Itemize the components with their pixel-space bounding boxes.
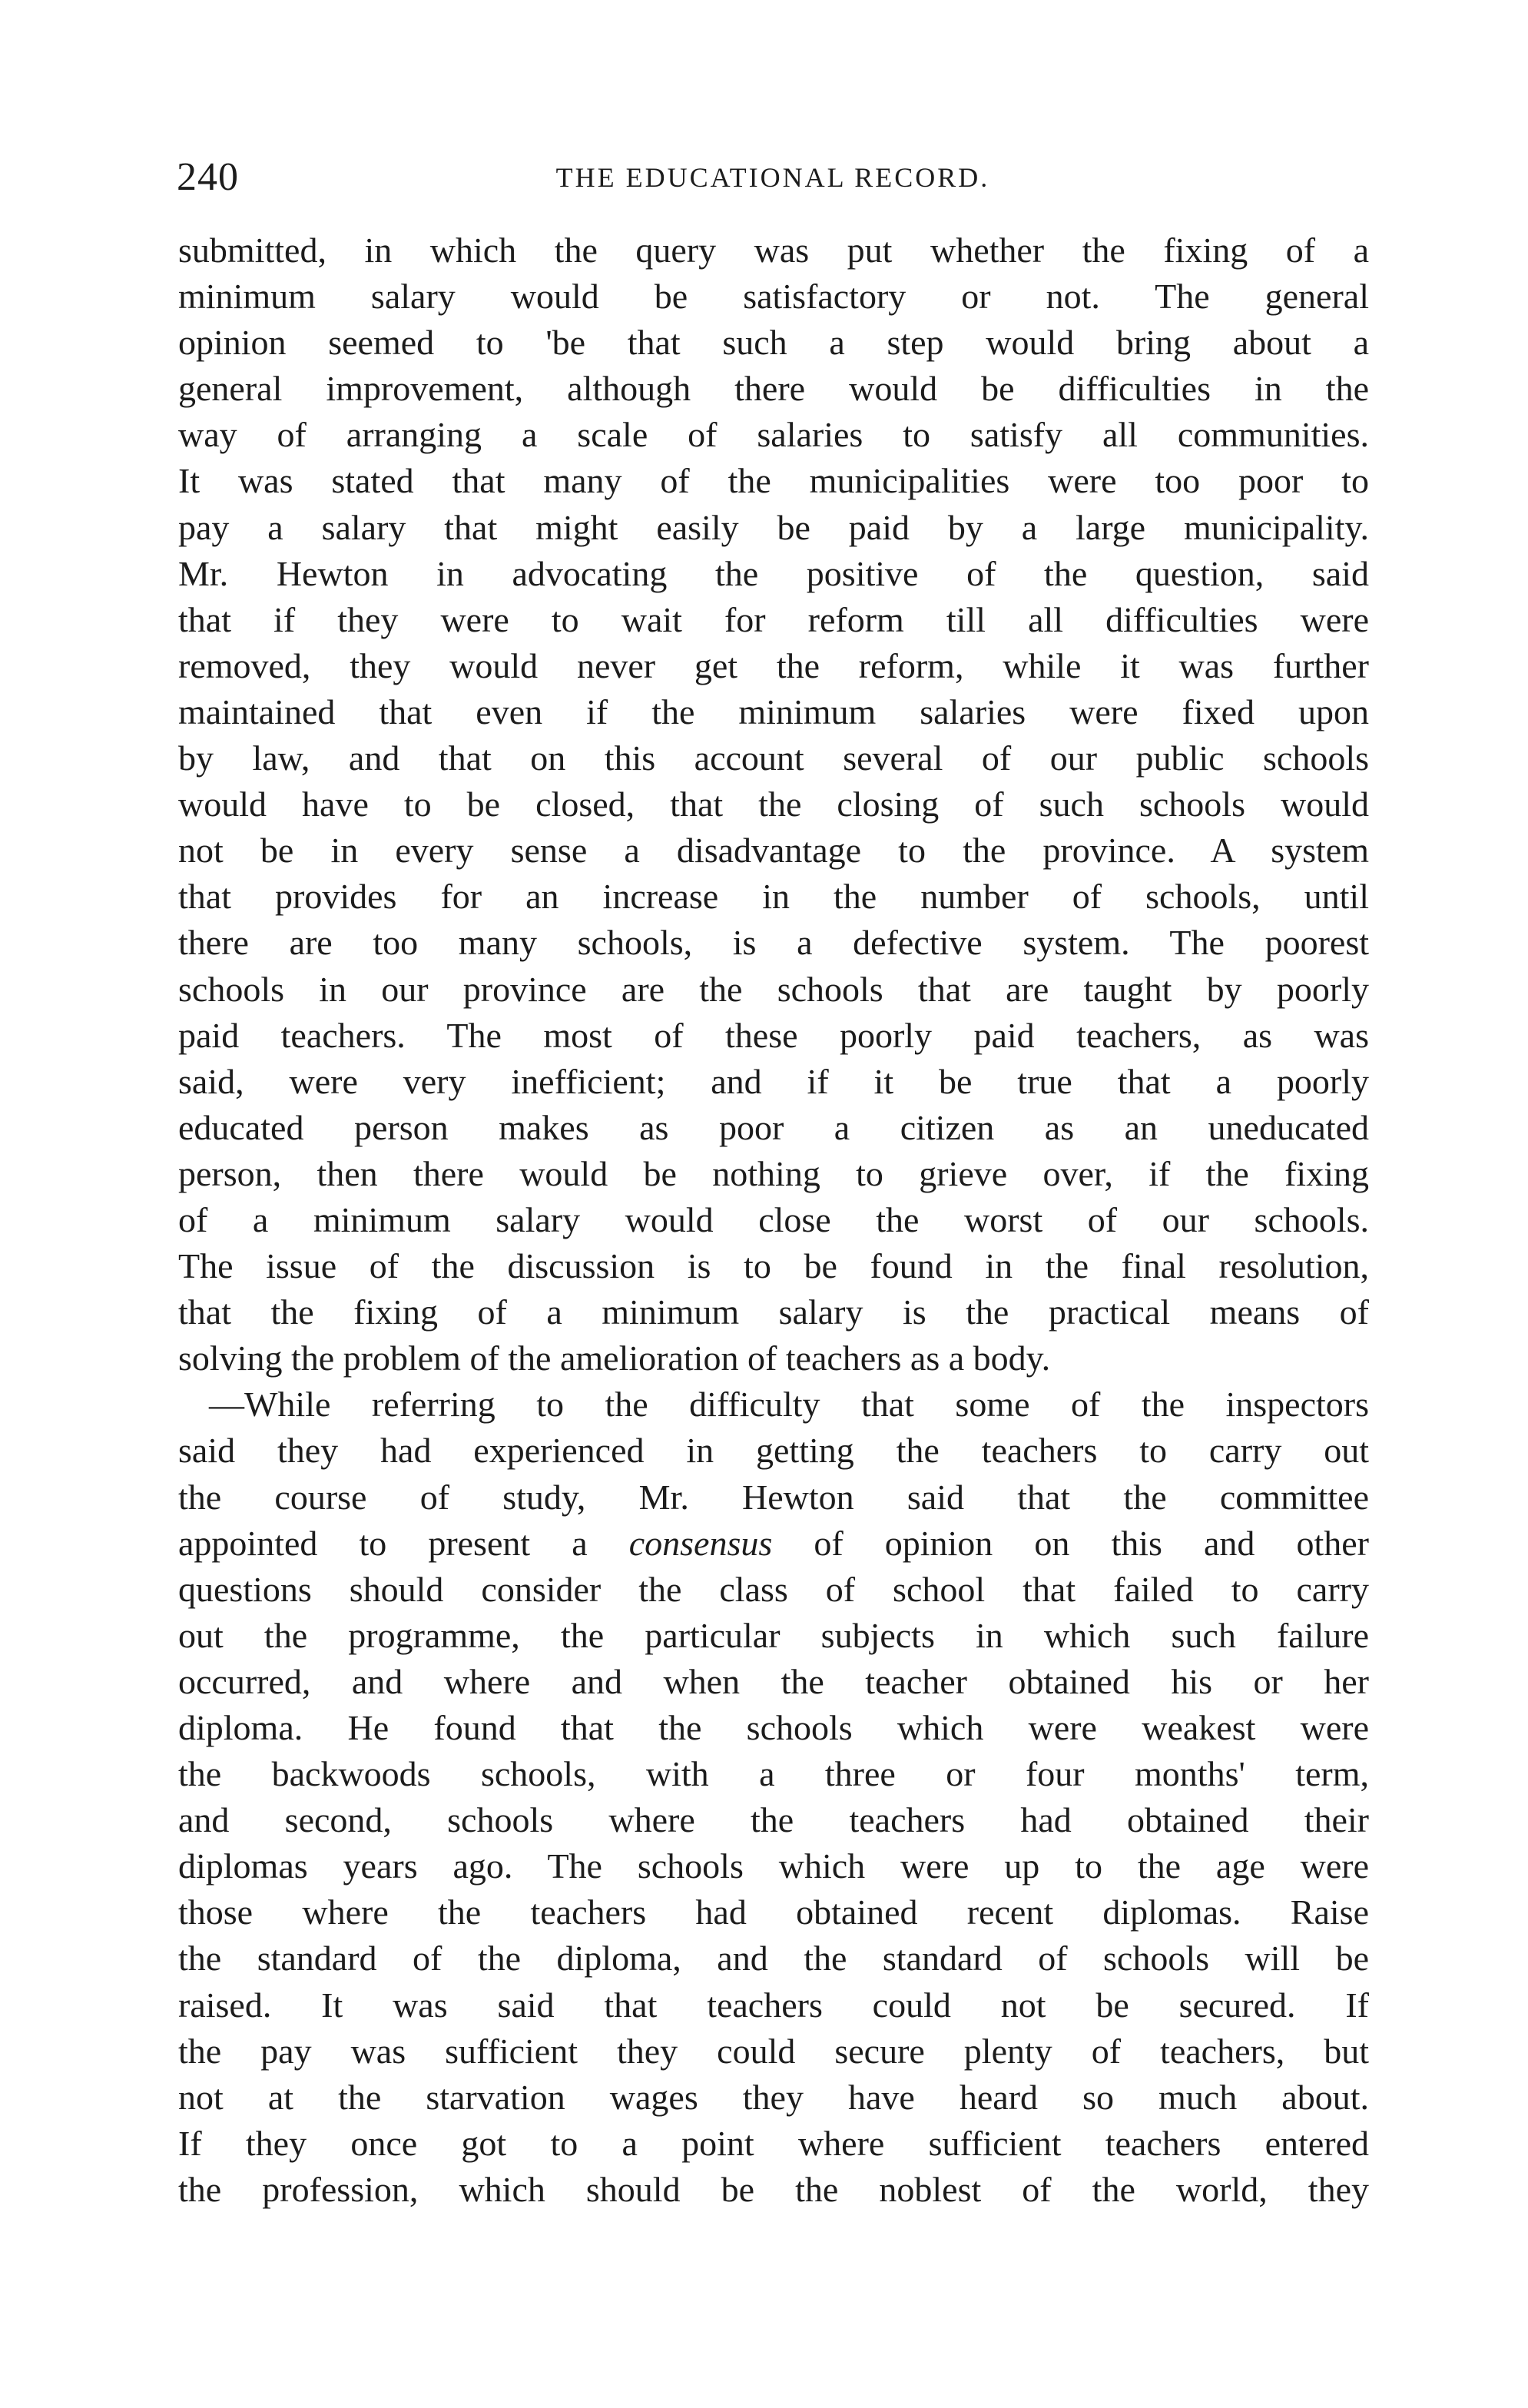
text-line: not be in every sense a disadvantage to the province. A system bbox=[178, 831, 1369, 871]
text-line: If they once got to a point where sufficient teachers entered bbox=[178, 2123, 1369, 2163]
text-line: general improvement, although there would be difficulties in the bbox=[178, 369, 1369, 409]
text-line: that the fixing of a minimum salary is the practical means of bbox=[178, 1292, 1369, 1332]
text-segment: of opinion on this and other bbox=[814, 1523, 1369, 1563]
text-line: that provides for an increase in the number of schools, until bbox=[178, 877, 1369, 917]
text-line: paid teachers. The most of these poorly paid teachers, as was bbox=[178, 1015, 1369, 1055]
text-line: minimum salary would be satisfactory or not. The general bbox=[178, 277, 1369, 317]
text-line: the pay was sufficient they could secure plenty of teachers, but bbox=[178, 2031, 1369, 2071]
text-line: solving the problem of the amelioration of teachers as a body. bbox=[178, 1338, 1051, 1378]
text-line: that if they were to wait for reform till all difficulties were bbox=[178, 599, 1369, 639]
text-line: pay a salary that might easily be paid by a large municipality. bbox=[178, 507, 1369, 547]
text-line: occurred, and where and when the teacher obtained his or her bbox=[178, 1661, 1369, 1701]
body-text bbox=[178, 227, 1369, 2213]
text-line: It was stated that many of the municipalities were too poor to bbox=[178, 461, 1369, 501]
text-line-with-italic bbox=[178, 1521, 1369, 1567]
text-line: Mr. Hewton in advocating the positive of the question, said bbox=[178, 553, 1369, 593]
text-line: not at the starvation wages they have heard so much about. bbox=[178, 2077, 1369, 2117]
text-line: would have to be closed, that the closing of such schools would bbox=[178, 784, 1369, 824]
running-head bbox=[177, 151, 1369, 204]
text-line: —While referring to the difficulty that some of the inspectors bbox=[209, 1385, 1369, 1425]
text-line: removed, they would never get the reform, while it was further bbox=[178, 645, 1369, 685]
text-line: way of arranging a scale of salaries to satisfy all communities. bbox=[178, 415, 1369, 455]
text-line: of a minimum salary would close the worst of our schools. bbox=[178, 1199, 1369, 1239]
text-line: questions should consider the class of school that failed to carry bbox=[178, 1569, 1369, 1609]
text-line: the backwoods schools, with a three or four months' term, bbox=[178, 1754, 1369, 1794]
text-line: out the programme, the particular subjects in which such failure bbox=[178, 1615, 1369, 1655]
text-line: person, then there would be nothing to grieve over, if the fixing bbox=[178, 1153, 1369, 1193]
page-number: 240 bbox=[177, 155, 239, 199]
text-line: by law, and that on this account several of our public schools bbox=[178, 738, 1369, 778]
text-line: the course of study, Mr. Hewton said that the committee bbox=[178, 1477, 1369, 1517]
text-line: opinion seemed to 'be that such a step would bring about a bbox=[178, 323, 1369, 363]
text-line: raised. It was said that teachers could not be secured. If bbox=[178, 1985, 1369, 2025]
text-line: said they had experienced in getting the teachers to carry out bbox=[178, 1431, 1369, 1471]
journal-title: THE EDUCATIONAL RECORD. bbox=[555, 162, 990, 193]
text-line: submitted, in which the query was put whether the fixing of a bbox=[178, 231, 1369, 270]
italic-word: consensus bbox=[628, 1523, 773, 1563]
text-line: schools in our province are the schools that are taught by poorly bbox=[178, 969, 1369, 1009]
text-line: and second, schools where the teachers had obtained their bbox=[178, 1800, 1369, 1840]
text-line: diplomas years ago. The schools which were up to the age were bbox=[178, 1846, 1369, 1886]
text-line: educated person makes as poor a citizen as an uneducated bbox=[178, 1107, 1369, 1147]
text-line: the profession, which should be the noblest of the world, they bbox=[178, 2169, 1369, 2209]
text-segment: appointed to present a bbox=[178, 1523, 588, 1563]
text-line: there are too many schools, is a defective system. The poorest bbox=[178, 923, 1369, 963]
text-line: The issue of the discussion is to be found in the final resolution, bbox=[178, 1246, 1369, 1286]
text-line: those where the teachers had obtained recent diplomas. Raise bbox=[178, 1892, 1369, 1932]
text-line: diploma. He found that the schools which were weakest were bbox=[178, 1708, 1369, 1747]
text-line: said, were very inefficient; and if it be true that a poorly bbox=[178, 1061, 1369, 1101]
text-line: the standard of the diploma, and the standard of schools will be bbox=[178, 1939, 1369, 1978]
text-line: maintained that even if the minimum salaries were fixed upon bbox=[178, 692, 1369, 731]
